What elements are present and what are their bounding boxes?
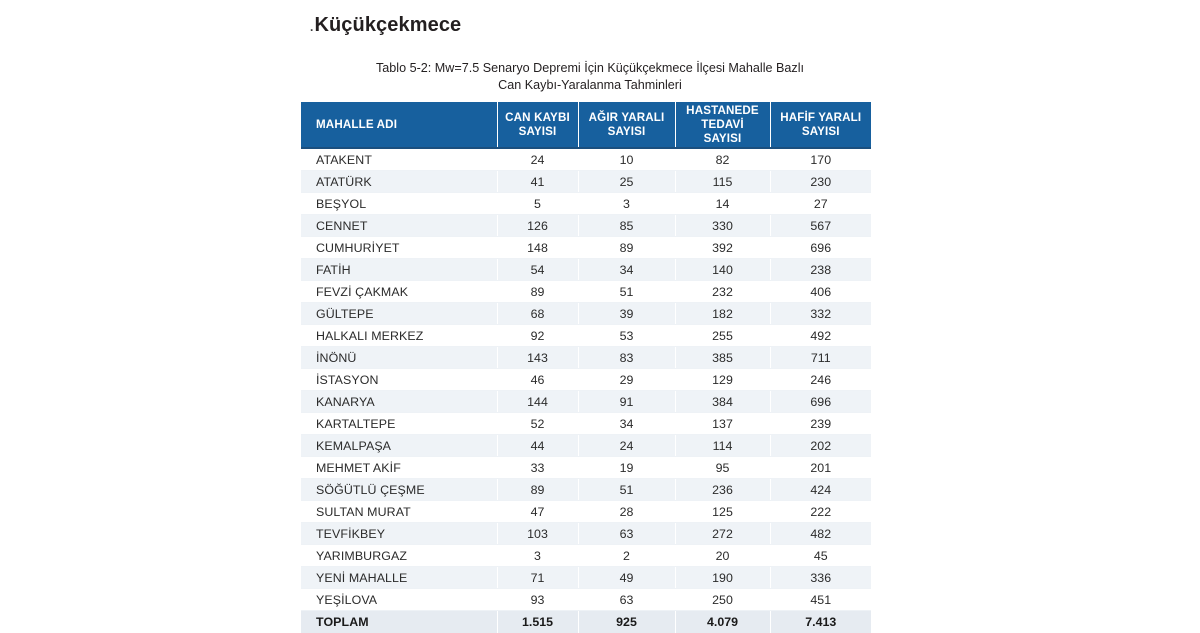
- table-row: [301, 148, 871, 171]
- heading-lead-dot: .: [310, 20, 313, 34]
- cell-can-kaybi: 148: [497, 237, 578, 259]
- column-header-line-2: SAYISI: [519, 125, 557, 138]
- cell-hafif-yarali: 696: [770, 237, 871, 259]
- table-row: [301, 193, 871, 215]
- cell-can-kaybi: 3: [497, 545, 578, 567]
- column-header-can-kaybi-sayisi: [497, 102, 578, 148]
- cell-can-kaybi: 143: [497, 347, 578, 369]
- cell-agir-yarali: 51: [578, 479, 675, 501]
- cell-hafif-yarali: 482: [770, 523, 871, 545]
- cell-hastanede-tedavi: 82: [675, 148, 770, 171]
- table-caption: [300, 60, 880, 94]
- cell-mahalle-adi: ATATÜRK: [301, 171, 497, 193]
- cell-hastanede-tedavi: 182: [675, 303, 770, 325]
- cell-agir-yarali: 29: [578, 369, 675, 391]
- cell-agir-yarali: 39: [578, 303, 675, 325]
- cell-hafif-yarali: 711: [770, 347, 871, 369]
- cell-hafif-yarali: 332: [770, 303, 871, 325]
- cell-can-kaybi: 93: [497, 589, 578, 611]
- cell-hafif-yarali: 222: [770, 501, 871, 523]
- cell-can-kaybi: 52: [497, 413, 578, 435]
- column-header-mahalle-adi: MAHALLE ADI: [301, 102, 497, 148]
- cell-mahalle-adi: KEMALPAŞA: [301, 435, 497, 457]
- cell-hastanede-tedavi: 236: [675, 479, 770, 501]
- cell-agir-yarali: 85: [578, 215, 675, 237]
- cell-agir-yarali: 34: [578, 259, 675, 281]
- table-row: [301, 259, 871, 281]
- cell-hastanede-tedavi: 190: [675, 567, 770, 589]
- cell-can-kaybi: 41: [497, 171, 578, 193]
- column-header-line-1: HAFİF YARALI: [780, 111, 861, 124]
- cell-hastanede-tedavi: 14: [675, 193, 770, 215]
- cell-hastanede-tedavi: 384: [675, 391, 770, 413]
- table-row: [301, 369, 871, 391]
- cell-can-kaybi: 126: [497, 215, 578, 237]
- cell-can-kaybi: 68: [497, 303, 578, 325]
- table-row: [301, 347, 871, 369]
- cell-hastanede-tedavi: 255: [675, 325, 770, 347]
- table-header-row: [301, 102, 871, 148]
- cell-agir-yarali: 91: [578, 391, 675, 413]
- cell-can-kaybi: 144: [497, 391, 578, 413]
- cell-mahalle-adi: KANARYA: [301, 391, 497, 413]
- table-row: [301, 215, 871, 237]
- cell-agir-yarali: 53: [578, 325, 675, 347]
- cell-hastanede-tedavi: 129: [675, 369, 770, 391]
- cell-can-kaybi: 33: [497, 457, 578, 479]
- cell-can-kaybi: 5: [497, 193, 578, 215]
- cell-agir-yarali: 63: [578, 589, 675, 611]
- cell-hafif-yarali: 406: [770, 281, 871, 303]
- cell-can-kaybi: 71: [497, 567, 578, 589]
- cell-hafif-yarali: 201: [770, 457, 871, 479]
- table-row: [301, 435, 871, 457]
- cell-hafif-yarali: 27: [770, 193, 871, 215]
- cell-hastanede-tedavi: 392: [675, 237, 770, 259]
- cell-can-kaybi: 103: [497, 523, 578, 545]
- cell-mahalle-adi: YENİ MAHALLE: [301, 567, 497, 589]
- table-row: [301, 501, 871, 523]
- table-caption-line-2: Can Kaybı-Yaralanma Tahminleri: [300, 77, 880, 94]
- table-caption-line-1: Tablo 5-2: Mw=7.5 Senaryo Depremi İçin Küçükçekmece İlçesi Mahalle Bazlı: [300, 60, 880, 77]
- table-row: [301, 567, 871, 589]
- page-title: [310, 14, 461, 37]
- cell-hastanede-tedavi: 137: [675, 413, 770, 435]
- cell-mahalle-adi: GÜLTEPE: [301, 303, 497, 325]
- cell-hafif-yarali: 170: [770, 148, 871, 171]
- cell-hastanede-tedavi: 20: [675, 545, 770, 567]
- column-header-line-2: TEDAVİ SAYISI: [701, 118, 744, 145]
- cell-hastanede-tedavi: 125: [675, 501, 770, 523]
- column-header-line-1: AĞIR YARALI: [589, 111, 665, 124]
- cell-hafif-yarali: 492: [770, 325, 871, 347]
- cell-hastanede-tedavi: 140: [675, 259, 770, 281]
- cell-hafif-yarali: 239: [770, 413, 871, 435]
- table-row: [301, 479, 871, 501]
- cell-hafif-yarali: 246: [770, 369, 871, 391]
- table-row: [301, 545, 871, 567]
- cell-hastanede-tedavi: 330: [675, 215, 770, 237]
- cell-can-kaybi: 92: [497, 325, 578, 347]
- cell-hastanede-tedavi: 232: [675, 281, 770, 303]
- cell-hastanede-tedavi: 114: [675, 435, 770, 457]
- cell-hafif-yarali: 424: [770, 479, 871, 501]
- cell-agir-yarali: 28: [578, 501, 675, 523]
- cell-can-kaybi: 47: [497, 501, 578, 523]
- table-body: [301, 148, 871, 633]
- cell-mahalle-adi: SÖĞÜTLÜ ÇEŞME: [301, 479, 497, 501]
- cell-agir-yarali: 83: [578, 347, 675, 369]
- cell-mahalle-adi: TEVFİKBEY: [301, 523, 497, 545]
- cell-hafif-yarali: 336: [770, 567, 871, 589]
- cell-mahalle-adi: CUMHURİYET: [301, 237, 497, 259]
- cell-mahalle-adi: HALKALI MERKEZ: [301, 325, 497, 347]
- cell-agir-yarali: 89: [578, 237, 675, 259]
- cell-mahalle-adi: SULTAN MURAT: [301, 501, 497, 523]
- cell-hastanede-tedavi: 385: [675, 347, 770, 369]
- cell-agir-yarali: 63: [578, 523, 675, 545]
- cell-agir-yarali: 25: [578, 171, 675, 193]
- cell-total-hastanede-tedavi: 4.079: [675, 611, 770, 633]
- table-row: [301, 281, 871, 303]
- cell-can-kaybi: 46: [497, 369, 578, 391]
- cell-mahalle-adi: FATİH: [301, 259, 497, 281]
- cell-mahalle-adi: BEŞYOL: [301, 193, 497, 215]
- column-header-line-2: SAYISI: [608, 125, 646, 138]
- table-row: [301, 303, 871, 325]
- cell-hafif-yarali: 230: [770, 171, 871, 193]
- cell-total-hafif-yarali: 7.413: [770, 611, 871, 633]
- cell-mahalle-adi: KARTALTEPE: [301, 413, 497, 435]
- cell-agir-yarali: 3: [578, 193, 675, 215]
- cell-can-kaybi: 89: [497, 281, 578, 303]
- cell-total-can-kaybi: 1.515: [497, 611, 578, 633]
- cell-agir-yarali: 19: [578, 457, 675, 479]
- cell-agir-yarali: 49: [578, 567, 675, 589]
- cell-can-kaybi: 54: [497, 259, 578, 281]
- cell-can-kaybi: 24: [497, 148, 578, 171]
- column-header-hafif-yarali-sayisi: [770, 102, 871, 148]
- table-row: [301, 325, 871, 347]
- casualty-estimates-table: [301, 102, 871, 633]
- cell-mahalle-adi: İNÖNÜ: [301, 347, 497, 369]
- table-row: [301, 391, 871, 413]
- cell-mahalle-adi: İSTASYON: [301, 369, 497, 391]
- cell-agir-yarali: 2: [578, 545, 675, 567]
- cell-can-kaybi: 89: [497, 479, 578, 501]
- cell-mahalle-adi: CENNET: [301, 215, 497, 237]
- cell-hastanede-tedavi: 115: [675, 171, 770, 193]
- cell-agir-yarali: 51: [578, 281, 675, 303]
- cell-mahalle-adi: YARIMBURGAZ: [301, 545, 497, 567]
- cell-agir-yarali: 24: [578, 435, 675, 457]
- cell-mahalle-adi: ATAKENT: [301, 148, 497, 171]
- column-header-line-1: CAN KAYBI: [505, 111, 570, 124]
- column-header-line-2: SAYISI: [802, 125, 840, 138]
- table-row: [301, 237, 871, 259]
- cell-agir-yarali: 10: [578, 148, 675, 171]
- table-total-row: [301, 611, 871, 633]
- table-row: [301, 589, 871, 611]
- cell-hafif-yarali: 451: [770, 589, 871, 611]
- cell-mahalle-adi: MEHMET AKİF: [301, 457, 497, 479]
- page-title-text: Küçükçekmece: [314, 14, 461, 36]
- cell-hafif-yarali: 696: [770, 391, 871, 413]
- cell-hastanede-tedavi: 250: [675, 589, 770, 611]
- cell-hafif-yarali: 202: [770, 435, 871, 457]
- column-header-agir-yarali-sayisi: [578, 102, 675, 148]
- cell-total-agir-yarali: 925: [578, 611, 675, 633]
- table-row: [301, 457, 871, 479]
- cell-total-label: TOPLAM: [301, 611, 497, 633]
- cell-hafif-yarali: 238: [770, 259, 871, 281]
- cell-mahalle-adi: YEŞİLOVA: [301, 589, 497, 611]
- table-row: [301, 413, 871, 435]
- cell-hafif-yarali: 45: [770, 545, 871, 567]
- table-row: [301, 523, 871, 545]
- column-header-line-1: HASTANEDE: [686, 104, 759, 117]
- cell-mahalle-adi: FEVZİ ÇAKMAK: [301, 281, 497, 303]
- table-row: [301, 171, 871, 193]
- casualty-estimates-table-container: [301, 102, 871, 633]
- cell-agir-yarali: 34: [578, 413, 675, 435]
- cell-can-kaybi: 44: [497, 435, 578, 457]
- column-header-hastanede-tedavi-sayisi: [675, 102, 770, 148]
- cell-hafif-yarali: 567: [770, 215, 871, 237]
- cell-hastanede-tedavi: 272: [675, 523, 770, 545]
- table-header: [301, 102, 871, 148]
- cell-hastanede-tedavi: 95: [675, 457, 770, 479]
